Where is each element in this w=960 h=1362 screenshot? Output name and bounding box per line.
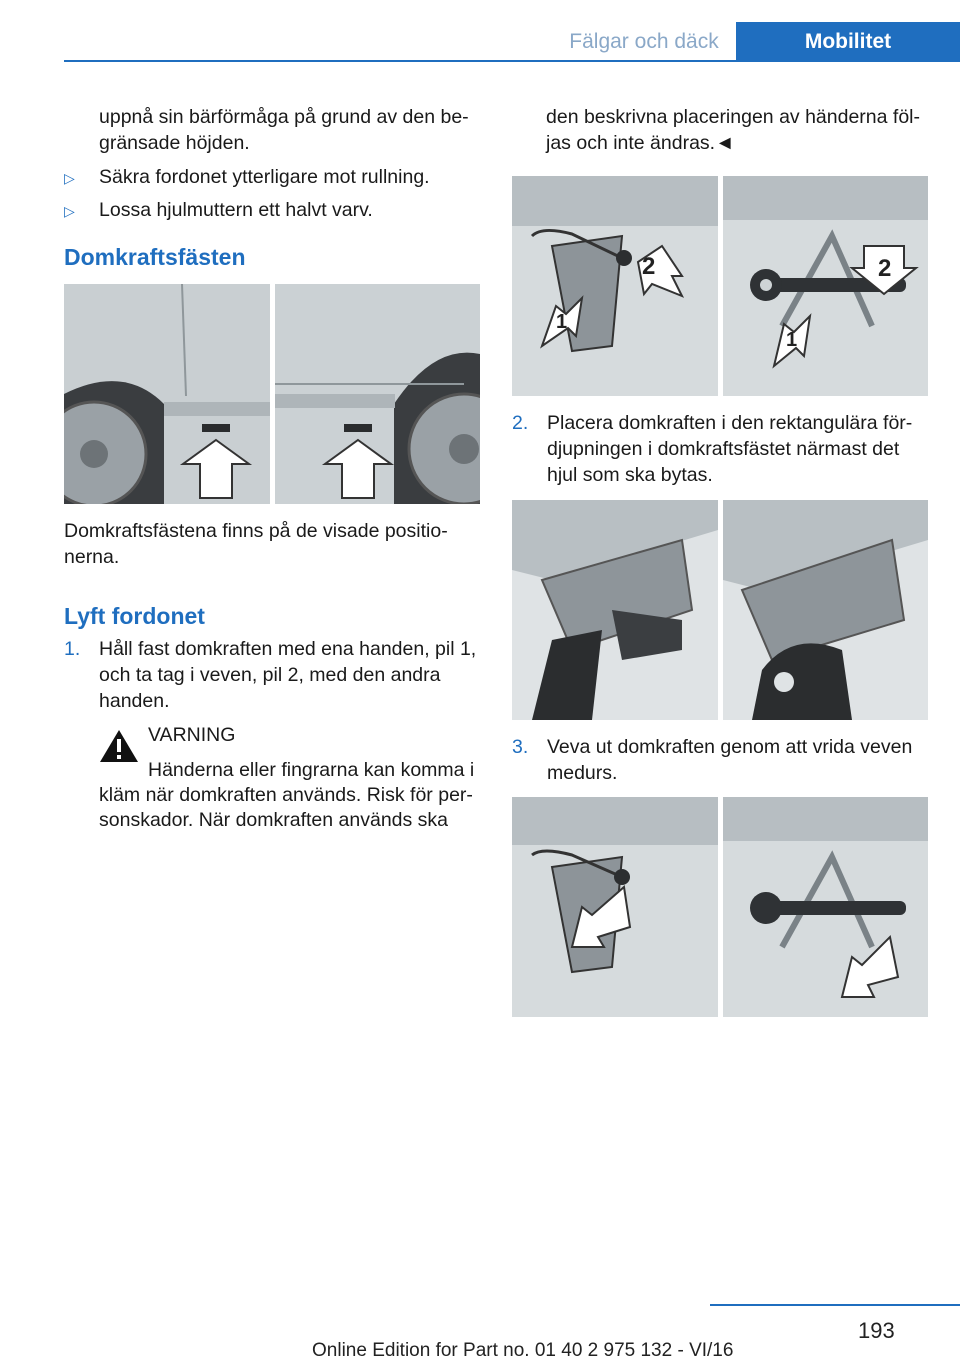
step-3 [512,734,936,786]
jack-placement-figure [512,500,928,720]
caption-line: nerna. [64,546,120,568]
step-number: 2. [512,412,529,434]
step-text [547,410,912,488]
jack-handling-figure [512,176,928,396]
step-number: 1. [64,638,81,660]
intro-line: uppnå sin bärförmåga på grund av den be- [99,106,469,128]
step-1 [64,636,484,714]
continued-line: jas och inte ändras.◄ [546,132,735,154]
step-line: medurs. [547,762,618,784]
step-line: Håll fast domkraften med ena handen, pil 1, [99,638,477,660]
arrow-label: 2 [878,255,892,282]
step-line: Placera domkraften i den rektangulära för- [547,412,913,434]
header-chapter-tab: Mobilitet [736,22,960,62]
intro-paragraph [99,104,484,156]
header-section-tab: Fälgar och däck [569,30,719,53]
header-rule [64,60,960,62]
warning-line: kläm när domkraften används. Risk för per- [99,784,473,806]
bullet-text: Säkra fordonet ytterligare mot rullning. [99,166,430,188]
step-line: hjul som ska bytas. [547,464,713,486]
intro-line: gränsade höjden. [99,132,250,154]
step-line: Veva ut domkraften genom att vrida veven [547,736,913,758]
triangle-bullet-icon: ▷ [64,170,75,186]
warning-line: sonskador. När domkraften används ska [99,809,449,831]
footer-rule [710,1304,960,1306]
step-number: 3. [512,736,529,758]
jacking-points-figure [64,284,480,504]
step-line: djupningen i domkraftsfästet närmast det [547,438,900,460]
page-number: 193 [858,1318,895,1343]
bullet-item [64,164,484,191]
jack-cranking-figure [512,797,928,1017]
step-text [99,636,476,714]
warning-title: VARNING [148,724,236,746]
section-heading: Lyft fordonet [64,603,205,629]
arrow-label: 1 [556,311,568,333]
step-line: handen. [99,690,170,712]
continued-line: den beskrivna placeringen av händerna föl- [546,106,920,128]
arrow-label: 1 [786,329,798,351]
step-line: och ta tag i veven, pil 2, med den andra [99,664,441,686]
bullet-text: Lossa hjulmuttern ett halvt varv. [99,199,373,221]
figure-caption [64,518,484,570]
bullet-item [64,197,484,224]
step-text [547,734,912,786]
triangle-bullet-icon: ▷ [64,203,75,219]
arrow-label: 2 [642,253,656,280]
edition-text: Online Edition for Part no. 01 40 2 975 132 - VI/16 [312,1340,734,1361]
caption-line: Domkraftsfästena finns på de visade positio- [64,520,448,542]
warning-triangle-icon [99,728,139,764]
step-2 [512,410,936,488]
continued-paragraph [546,104,936,156]
section-heading: Domkraftsfästen [64,244,246,270]
warning-line: Händerna eller fingrarna kan komma i [148,759,475,781]
